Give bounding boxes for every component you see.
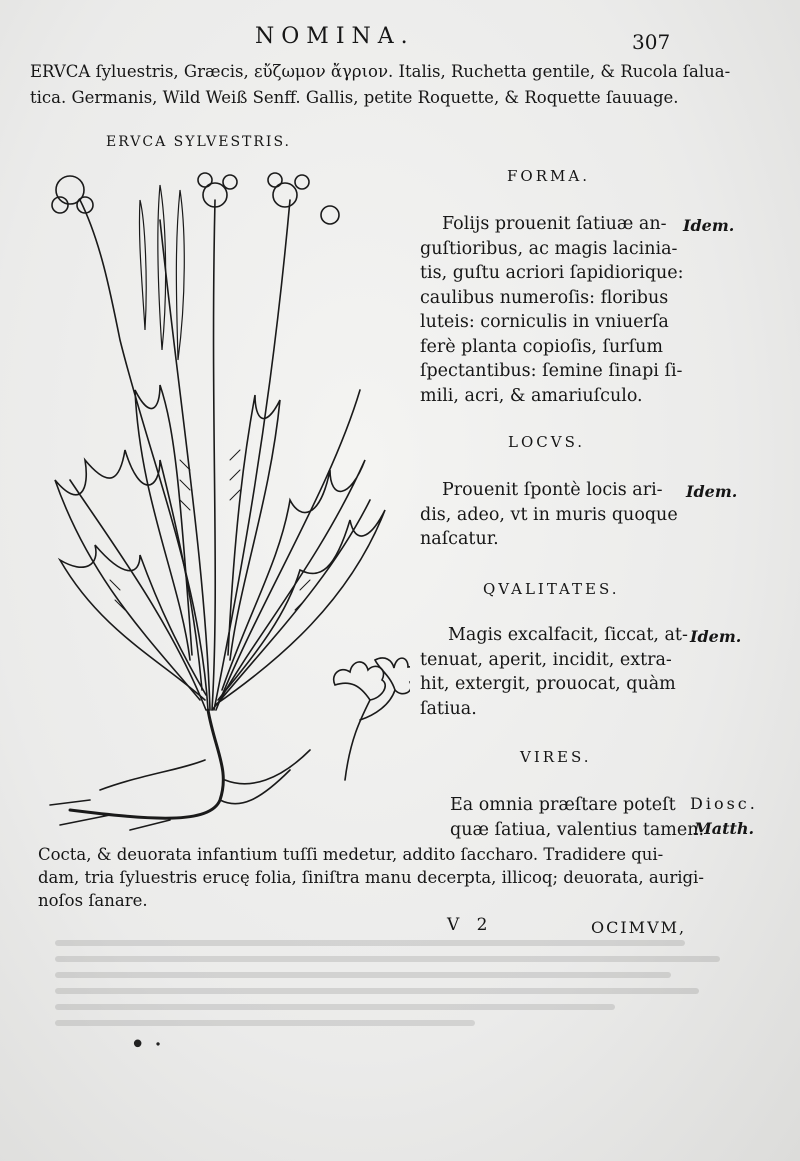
text-line: tenuat, aperit, incidit, extra-	[420, 649, 672, 670]
text-line: dam, tria ſyluestris erucę folia, ſiniſtra manu decerpta, illicoq; deuorata, aurigi-	[38, 868, 704, 887]
catchword: OCIMVM,	[591, 918, 687, 937]
section-heading-qualitates: QVALITATES.	[483, 580, 620, 598]
ink-blemish: • ⋅	[130, 1030, 163, 1060]
section-heading-vires: VIRES.	[520, 748, 592, 766]
margin-note-vires-matth: Matth.	[694, 819, 755, 838]
margin-note-forma: Idem.	[683, 216, 735, 235]
text-line: Prouenit ſpontè locis ari-	[442, 480, 663, 500]
plant-names-line-1: ERVCA ſyluestris, Græcis, εὔζωμον ἄγριον. Italis, Ruchetta gentile, & Rucola ſalua-	[30, 62, 731, 81]
text-line: hit, extergit, prouocat, quàm	[420, 674, 676, 694]
page-header-title: NOMINA.	[255, 24, 415, 49]
text-line: luteis: corniculis in vniuerſa	[420, 312, 669, 332]
section-text-vires-full-width	[38, 843, 704, 912]
text-line: noſos ſanare.	[38, 891, 148, 910]
section-text-forma	[420, 212, 684, 408]
section-heading-forma: FORMA.	[507, 167, 590, 185]
figure-caption: ERVCA SYLVESTRIS.	[106, 134, 291, 150]
margin-note-locus: Idem.	[686, 482, 738, 501]
text-line: dis, adeo, vt in muris quoque	[420, 504, 678, 525]
section-heading-locus: LOCVS.	[508, 433, 586, 451]
text-line: caulibus numeroſis: floribus	[420, 287, 669, 308]
plant-woodcut-illustration	[30, 160, 410, 840]
text-line: tis, guſtu acriori ſapidiorique:	[420, 263, 684, 283]
text-line: quæ ſatiua, valentius tamen.	[450, 819, 705, 840]
plant-names-line-2: tica. Germanis, Wild Weiß Senff. Gallis, petite Roquette, & Roquette ſauuage.	[30, 88, 679, 107]
text-line: Cocta, & deuorata infantium tuſſi medetur, addito ſaccharo. Tradidere qui-	[38, 845, 664, 864]
text-line: ſatiua.	[420, 698, 477, 719]
text-line: Folijs prouenit ſatiuæ an-	[442, 214, 667, 234]
page-number: 307	[632, 30, 671, 54]
section-text-vires	[420, 793, 704, 842]
text-line: ferè planta copioſis, ſurſum	[420, 336, 663, 357]
margin-note-vires-diosc: Diosc.	[690, 794, 758, 813]
section-text-qualitates	[420, 623, 688, 721]
section-text-locus	[420, 478, 678, 552]
margin-note-qualitates: Idem.	[690, 627, 742, 646]
text-line: ſpectantibus: ſemine ſinapi ſi-	[420, 361, 683, 381]
text-line: Ea omnia præſtare poteſt	[450, 795, 676, 815]
text-line: naſcatur.	[420, 529, 499, 549]
signature-mark: V 2	[447, 915, 494, 935]
text-line: guſtioribus, ac magis lacinia-	[420, 238, 678, 259]
text-line: Magis excalfacit, ſiccat, at-	[448, 625, 688, 645]
text-line: mili, acri, & amariuſculo.	[420, 385, 643, 406]
